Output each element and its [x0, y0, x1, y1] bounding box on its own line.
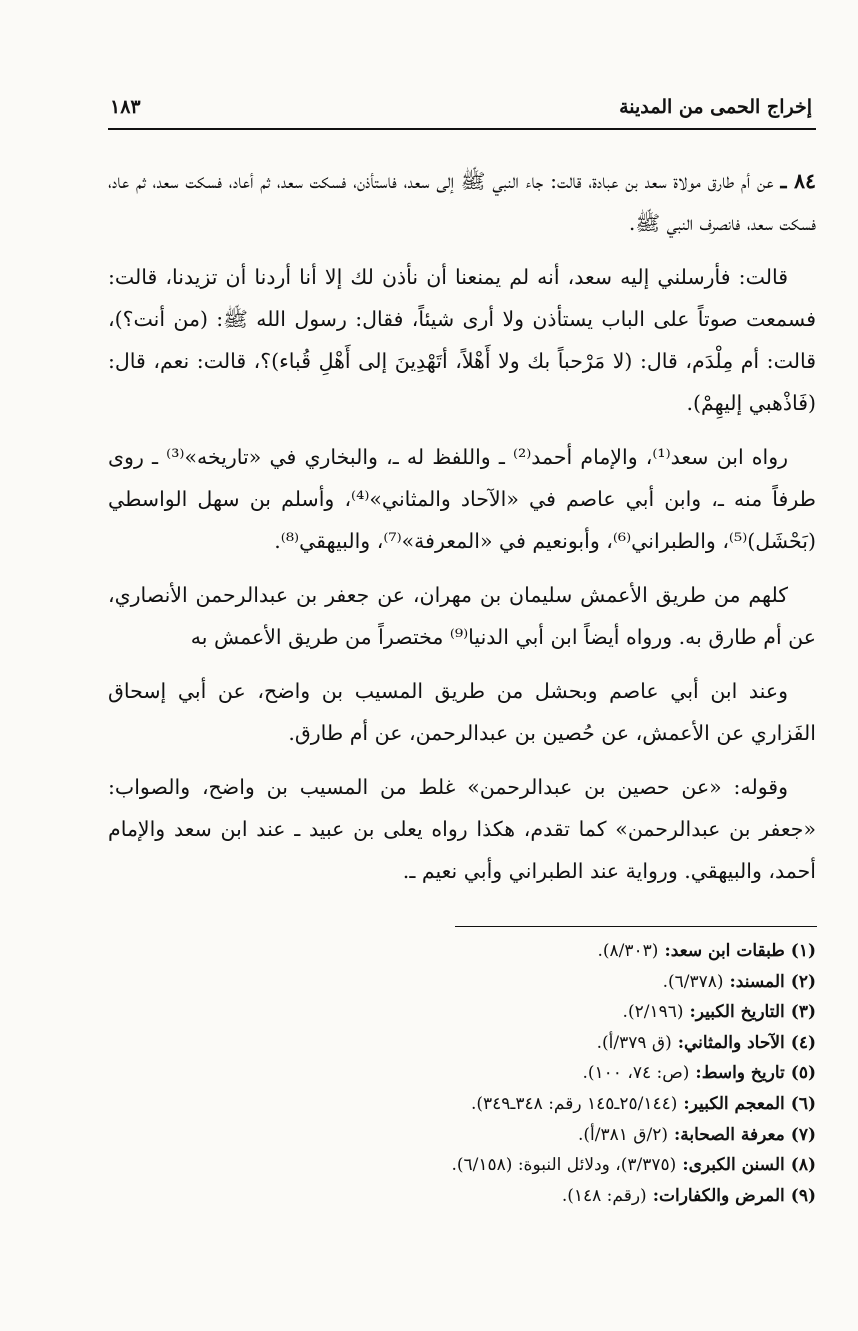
- hadith-text: عن أم طارق مولاة سعد بن عبادة، قالت: جاء النبي ﷺ إلى سعد، فاستأذن، فسكت سعد، ثم أعاد، فسكت سعد، ثم عاد، فسكت سعد، فانصرف النبي ﷺ.: [108, 169, 816, 235]
- footnote: [108, 1150, 816, 1181]
- footnote-number: (١): [790, 941, 816, 961]
- footnote-ref: (٢٥/١٤٤ـ١٤٥ رقم: ٣٤٨ـ٣٤٩).: [470, 1093, 678, 1114]
- footnote-source: الآحاد والمثاني:: [677, 1032, 785, 1053]
- footnote-source: المرض والكفارات:: [652, 1185, 785, 1206]
- footnote-rule: [455, 926, 817, 927]
- footnotes-list: [108, 936, 816, 1211]
- footnote-source: تاريخ واسط:: [695, 1063, 785, 1084]
- footnote: [108, 1058, 816, 1089]
- hadith-continuation: قالت: فأرسلني إليه سعد، أنه لم يمنعنا أن نأذن لك إلا أنا أردنا أن تزيدنا، قالت: فسمعت صوتاً على الباب يستأذن ولا أرى شيئاً، فقال: رسول الله ﷺ: (من أنت؟)، قالت: أم مِلْدَم، قال: (لا مَرْحباً بك ولا أَهْلاً، أتَهْدِينَ إلى أَهْلِ قُباء)؟، قالت: نعم، قال: (فَاذْهبي إليهِمْ).: [108, 265, 816, 415]
- footnote-ref: (٣/٣٧٥)، ودلائل النبوة: (٦/١٥٨).: [451, 1155, 677, 1176]
- footnote-source: السنن الكبرى:: [682, 1155, 785, 1176]
- footnote-source: المعجم الكبير:: [683, 1093, 785, 1114]
- footnote-source: معرفة الصحابة:: [674, 1124, 785, 1145]
- footnote-ref: (٢/ق ٣٨١/أ).: [577, 1124, 668, 1145]
- footnote-ref: (٦/٣٧٨).: [662, 971, 724, 992]
- main-text: [108, 160, 816, 904]
- hadith-number: ٨٤ ـ: [780, 169, 816, 193]
- footnote: [108, 997, 816, 1028]
- variant-paragraph: وعند ابن أبي عاصم وبحشل من طريق المسيب بن واضح، عن أبي إسحاق الفَزاري عن الأعمش، عن حُصين بن عبدالرحمن، عن أم طارق.: [108, 679, 816, 745]
- isnad-paragraph: كلهم من طريق الأعمش سليمان بن مهران، عن جعفر بن عبدالرحمن الأنصاري، عن أم طارق به. ورواه أيضاً ابن أبي الدنيا⁽⁹⁾ مختصراً من طريق الأعمش به: [108, 583, 816, 649]
- hadith-paragraph: [108, 160, 816, 244]
- footnote: [108, 1120, 816, 1151]
- footnote-ref: (ص: ٧٤، ١٠٠).: [582, 1063, 690, 1084]
- footnote-ref: (رقم: ١٤٨).: [561, 1185, 647, 1206]
- footnote-number: (٦): [790, 1093, 816, 1114]
- footnote-number: (٥): [790, 1063, 816, 1084]
- footnote-number: (٣): [790, 1002, 816, 1023]
- footnote-number: (٨): [790, 1155, 816, 1176]
- footnote-source: المسند:: [729, 971, 785, 992]
- footnote: [108, 967, 816, 998]
- footnote-number: (٤): [790, 1032, 816, 1053]
- footnote: [108, 936, 816, 967]
- page-number: ١٨٣: [110, 96, 141, 118]
- correction-paragraph: وقوله: «عن حصين بن عبدالرحمن» غلط من المسيب بن واضح، والصواب: «جعفر بن عبدالرحمن» كما تقدم، هكذا رواه يعلى بن عبيد ـ عند ابن سعد والإمام أحمد، والبيهقي. ورواية عند الطبراني وأبي نعيم ـ.: [108, 775, 816, 883]
- footnote: [108, 1181, 816, 1212]
- footnote-ref: (ق ٣٧٩/أ).: [596, 1032, 672, 1053]
- footnote-source: طبقات ابن سعد:: [664, 941, 785, 961]
- chapter-title: إخراج الحمى من المدينة: [619, 96, 812, 118]
- footnote-ref: (٢/١٩٦).: [622, 1002, 684, 1023]
- running-head: [110, 84, 812, 118]
- footnote-number: (٩): [790, 1185, 816, 1206]
- takhrij-paragraph: رواه ابن سعد⁽¹⁾، والإمام أحمد⁽²⁾ ـ واللفظ له ـ، والبخاري في «تاريخه»⁽³⁾ ـ روى طرفاً منه ـ، وابن أبي عاصم في «الآحاد والمثاني»⁽⁴⁾، وأسلم بن سهل الواسطي (بَحْشَل)⁽⁵⁾، والطبراني⁽⁶⁾، وأبونعيم في «المعرفة»⁽⁷⁾، والبيهقي⁽⁸⁾.: [108, 445, 816, 553]
- footnote-number: (٧): [790, 1124, 816, 1145]
- footnote-ref: (٨/٣٠٣).: [597, 941, 659, 961]
- footnote: [108, 1028, 816, 1059]
- footnote-number: (٢): [790, 971, 816, 992]
- footnote: [108, 1089, 816, 1120]
- footnote-source: التاريخ الكبير:: [689, 1002, 785, 1023]
- header-rule: [108, 128, 816, 130]
